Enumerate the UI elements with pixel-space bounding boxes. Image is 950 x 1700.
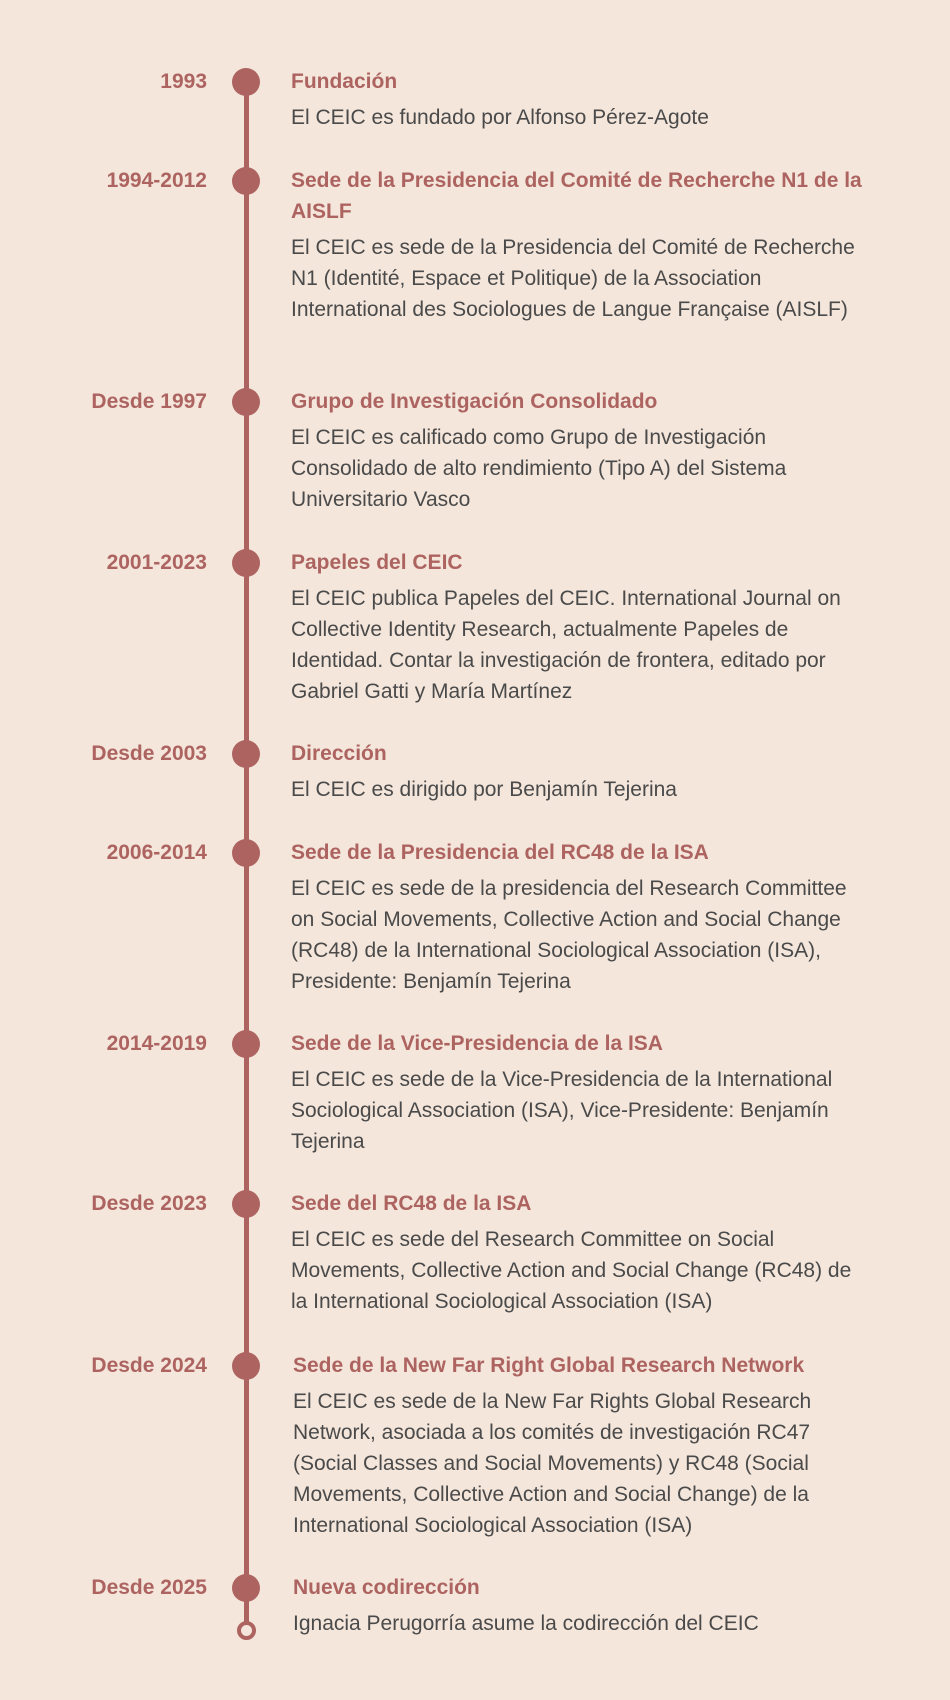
timeline-year: Desde 2024: [91, 1354, 207, 1377]
timeline-title: Sede de la Presidencia del Comité de Recherche N1 de la AISLF: [291, 169, 862, 223]
timeline-year: Desde 1997: [91, 390, 207, 413]
timeline-description: El CEIC es sede de la presidencia del Research Committee on Social Movements, Collective Action and Social Change (RC48) de la International Sociological Association (ISA), Presidente: Benjamín Tejerina: [291, 877, 847, 993]
timeline-year: Desde 2023: [91, 1192, 207, 1215]
timeline-dot-icon: [232, 549, 260, 577]
timeline-description: El CEIC es calificado como Grupo de Investigación Consolidado de alto rendimiento (Tipo A) del Sistema Universitario Vasco: [291, 426, 787, 511]
timeline-dot-icon: [232, 1190, 260, 1218]
timeline-dot-icon: [232, 1574, 260, 1602]
timeline-year: Desde 2003: [91, 742, 207, 765]
timeline-dot-icon: [232, 839, 260, 867]
timeline-title: Dirección: [291, 742, 387, 765]
timeline-title: Nueva codirección: [293, 1576, 480, 1599]
timeline-year: Desde 2025: [91, 1576, 207, 1599]
timeline-title: Papeles del CEIC: [291, 551, 463, 574]
timeline-title: Sede del RC48 de la ISA: [291, 1192, 532, 1215]
timeline-description: El CEIC es sede de la New Far Rights Global Research Network, asociada a los comités de investigación RC47 (Social Classes and Social Movements) y RC48 (Social Movements, Collective Action and Social Change) de la International Sociological Association (ISA): [293, 1390, 812, 1537]
timeline-year: 1993: [160, 70, 207, 93]
timeline-title: Grupo de Investigación Consolidado: [291, 390, 658, 413]
timeline-year: 2006-2014: [106, 841, 207, 864]
timeline-dot-icon: [232, 68, 260, 96]
timeline-dot-icon: [232, 740, 260, 768]
timeline-description: Ignacia Perugorría asume la codirección del CEIC: [293, 1612, 759, 1635]
timeline-title: Fundación: [291, 70, 398, 93]
timeline-description: El CEIC es fundado por Alfonso Pérez-Agote: [291, 106, 709, 129]
timeline-title: Sede de la New Far Right Global Research Network: [293, 1354, 805, 1377]
timeline-dot-icon: [232, 167, 260, 195]
timeline-dot-icon: [232, 388, 260, 416]
timeline-year: 1994-2012: [106, 169, 207, 192]
timeline-description: El CEIC es dirigido por Benjamín Tejerina: [291, 778, 677, 801]
timeline-year: 2001-2023: [106, 551, 207, 574]
timeline-description: El CEIC es sede del Research Committee on Social Movements, Collective Action and Social Change (RC48) de la International Sociological Association (ISA): [291, 1228, 852, 1313]
timeline-title: Sede de la Vice-Presidencia de la ISA: [291, 1032, 663, 1055]
timeline-end-ring-icon: [237, 1621, 256, 1640]
timeline-dot-icon: [232, 1030, 260, 1058]
timeline-description: El CEIC es sede de la Presidencia del Comité de Recherche N1 (Identité, Espace et Politique) de la Association International des Sociologues de Langue Française (AISLF): [291, 236, 855, 321]
timeline-title: Sede de la Presidencia del RC48 de la ISA: [291, 841, 709, 864]
timeline-description: El CEIC es sede de la Vice-Presidencia de la International Sociological Association (ISA), Vice-Presidente: Benjamín Tejerina: [291, 1068, 833, 1153]
timeline-year: 2014-2019: [106, 1032, 207, 1055]
timeline-description: El CEIC publica Papeles del CEIC. International Journal on Collective Identity Research, actualmente Papeles de Identidad. Contar la investigación de frontera, editado por Gabriel Gatti y María Martínez: [291, 587, 841, 703]
timeline-dot-icon: [232, 1352, 260, 1380]
